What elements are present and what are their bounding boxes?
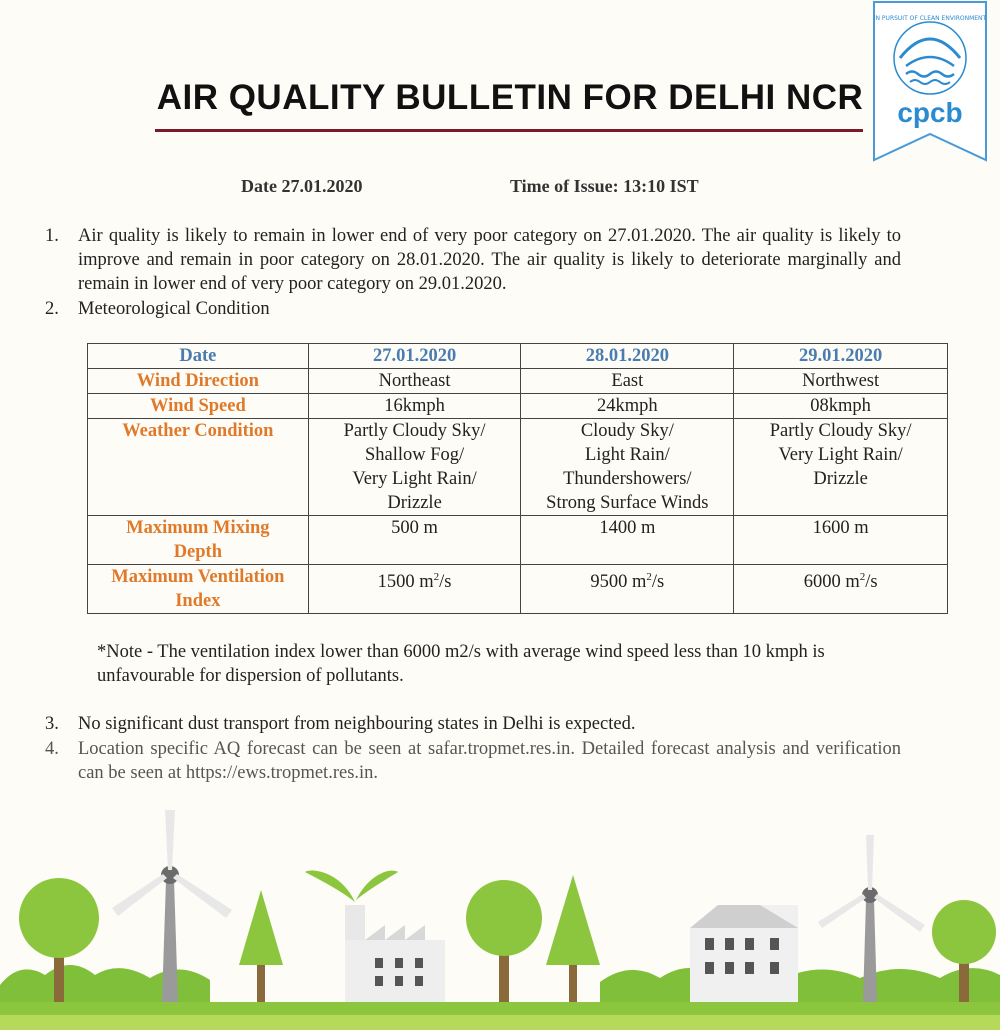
list-number: 2. bbox=[45, 299, 59, 319]
cell-line: Thundershowers/ bbox=[563, 469, 692, 489]
cell-line: Very Light Rain/ bbox=[352, 469, 477, 489]
value: 1500 m bbox=[377, 572, 434, 593]
decorative-green-scene bbox=[0, 810, 1000, 1030]
row-label bbox=[88, 516, 309, 565]
label-line: Maximum Ventilation bbox=[111, 567, 285, 587]
cell-line: Shallow Fog/ bbox=[364, 445, 465, 465]
list-item bbox=[45, 737, 901, 785]
table-header-cell: 28.01.2020 bbox=[521, 344, 734, 369]
row-label: Weather Condition bbox=[88, 419, 309, 516]
unit-superscript: 2 bbox=[646, 571, 652, 583]
list-item bbox=[45, 712, 901, 736]
table-row bbox=[88, 344, 948, 369]
table-cell: 16kmph bbox=[308, 394, 521, 419]
table-header-cell: 27.01.2020 bbox=[308, 344, 521, 369]
cell-line: Drizzle bbox=[813, 469, 868, 489]
table-header-cell: Date bbox=[88, 344, 309, 369]
row-label bbox=[88, 565, 309, 614]
list-text: No significant dust transport from neighbouring states in Delhi is expected. bbox=[78, 714, 636, 734]
table-cell: 1400 m bbox=[521, 516, 734, 565]
label-line: Depth bbox=[173, 542, 222, 562]
table-row bbox=[88, 565, 948, 614]
table-cell bbox=[308, 419, 521, 516]
list-text: Location specific AQ forecast can be seen at safar.tropmet.res.in. Detailed forecast analysis and verification can be seen at https://ews.tropmet.res.in. bbox=[78, 739, 901, 783]
meteorological-table bbox=[87, 343, 948, 614]
table-cell: East bbox=[521, 369, 734, 394]
time-of-issue: Time of Issue: 13:10 IST bbox=[510, 176, 699, 196]
list-number: 3. bbox=[45, 714, 59, 734]
table-cell bbox=[734, 565, 948, 614]
cell-line: Strong Surface Winds bbox=[546, 493, 709, 513]
table-row bbox=[88, 394, 948, 419]
bulletin-date: Date 27.01.2020 bbox=[241, 176, 363, 196]
table-cell: Northeast bbox=[308, 369, 521, 394]
list-item bbox=[45, 297, 901, 321]
cell-line: Partly Cloudy Sky/ bbox=[769, 421, 912, 441]
logo-ring-text: IN PURSUIT OF CLEAN ENVIRONMENT bbox=[873, 15, 987, 22]
label-line: Maximum Mixing bbox=[126, 518, 270, 538]
table-cell: 500 m bbox=[308, 516, 521, 565]
value: 6000 m bbox=[803, 572, 860, 593]
table-cell: Northwest bbox=[734, 369, 948, 394]
table-cell: 24kmph bbox=[521, 394, 734, 419]
cell-line: Partly Cloudy Sky/ bbox=[343, 421, 486, 441]
table-header-cell: 29.01.2020 bbox=[734, 344, 948, 369]
cell-line: Cloudy Sky/ bbox=[580, 421, 674, 441]
table-cell: 08kmph bbox=[734, 394, 948, 419]
table-row bbox=[88, 369, 948, 394]
unit-tail: /s bbox=[439, 572, 452, 593]
list-number: 1. bbox=[45, 226, 59, 246]
unit-superscript: 2 bbox=[859, 571, 866, 583]
table-cell bbox=[521, 565, 734, 614]
cell-line: Drizzle bbox=[387, 493, 442, 513]
unit-tail: /s bbox=[865, 572, 878, 593]
label-line: Index bbox=[175, 591, 221, 611]
table-cell: 1600 m bbox=[734, 516, 948, 565]
title-underline bbox=[155, 129, 863, 132]
cell-line: Very Light Rain/ bbox=[778, 445, 903, 465]
list-text: Meteorological Condition bbox=[78, 299, 270, 319]
value: 9500 m bbox=[590, 572, 647, 593]
list-number: 4. bbox=[45, 739, 59, 759]
table-cell bbox=[734, 419, 948, 516]
logo-text: cpcb bbox=[897, 97, 963, 128]
unit-superscript: 2 bbox=[433, 571, 440, 583]
cell-line: Light Rain/ bbox=[584, 445, 670, 465]
row-label: Wind Speed bbox=[88, 394, 309, 419]
list-item bbox=[45, 224, 901, 296]
list-text: Air quality is likely to remain in lower end of very poor category on 27.01.2020. The air quality is likely to improve and remain in poor category on 28.01.2020. The air quality is likely to deteriorate marginally and remain in lower end of very poor category on 29.01.2020. bbox=[78, 226, 901, 294]
page-title: AIR QUALITY BULLETIN FOR DELHI NCR bbox=[156, 78, 864, 117]
table-cell bbox=[521, 419, 734, 516]
cpcb-logo bbox=[872, 0, 988, 162]
table-row bbox=[88, 516, 948, 565]
ventilation-note: *Note - The ventilation index lower than 6000 m2/s with average wind speed less than 10 kmph is unfavourable for dispersion of pollutants. bbox=[97, 642, 825, 686]
table-row bbox=[88, 419, 948, 516]
unit-tail: /s bbox=[651, 572, 665, 593]
table-cell bbox=[308, 565, 521, 614]
row-label: Wind Direction bbox=[88, 369, 309, 394]
